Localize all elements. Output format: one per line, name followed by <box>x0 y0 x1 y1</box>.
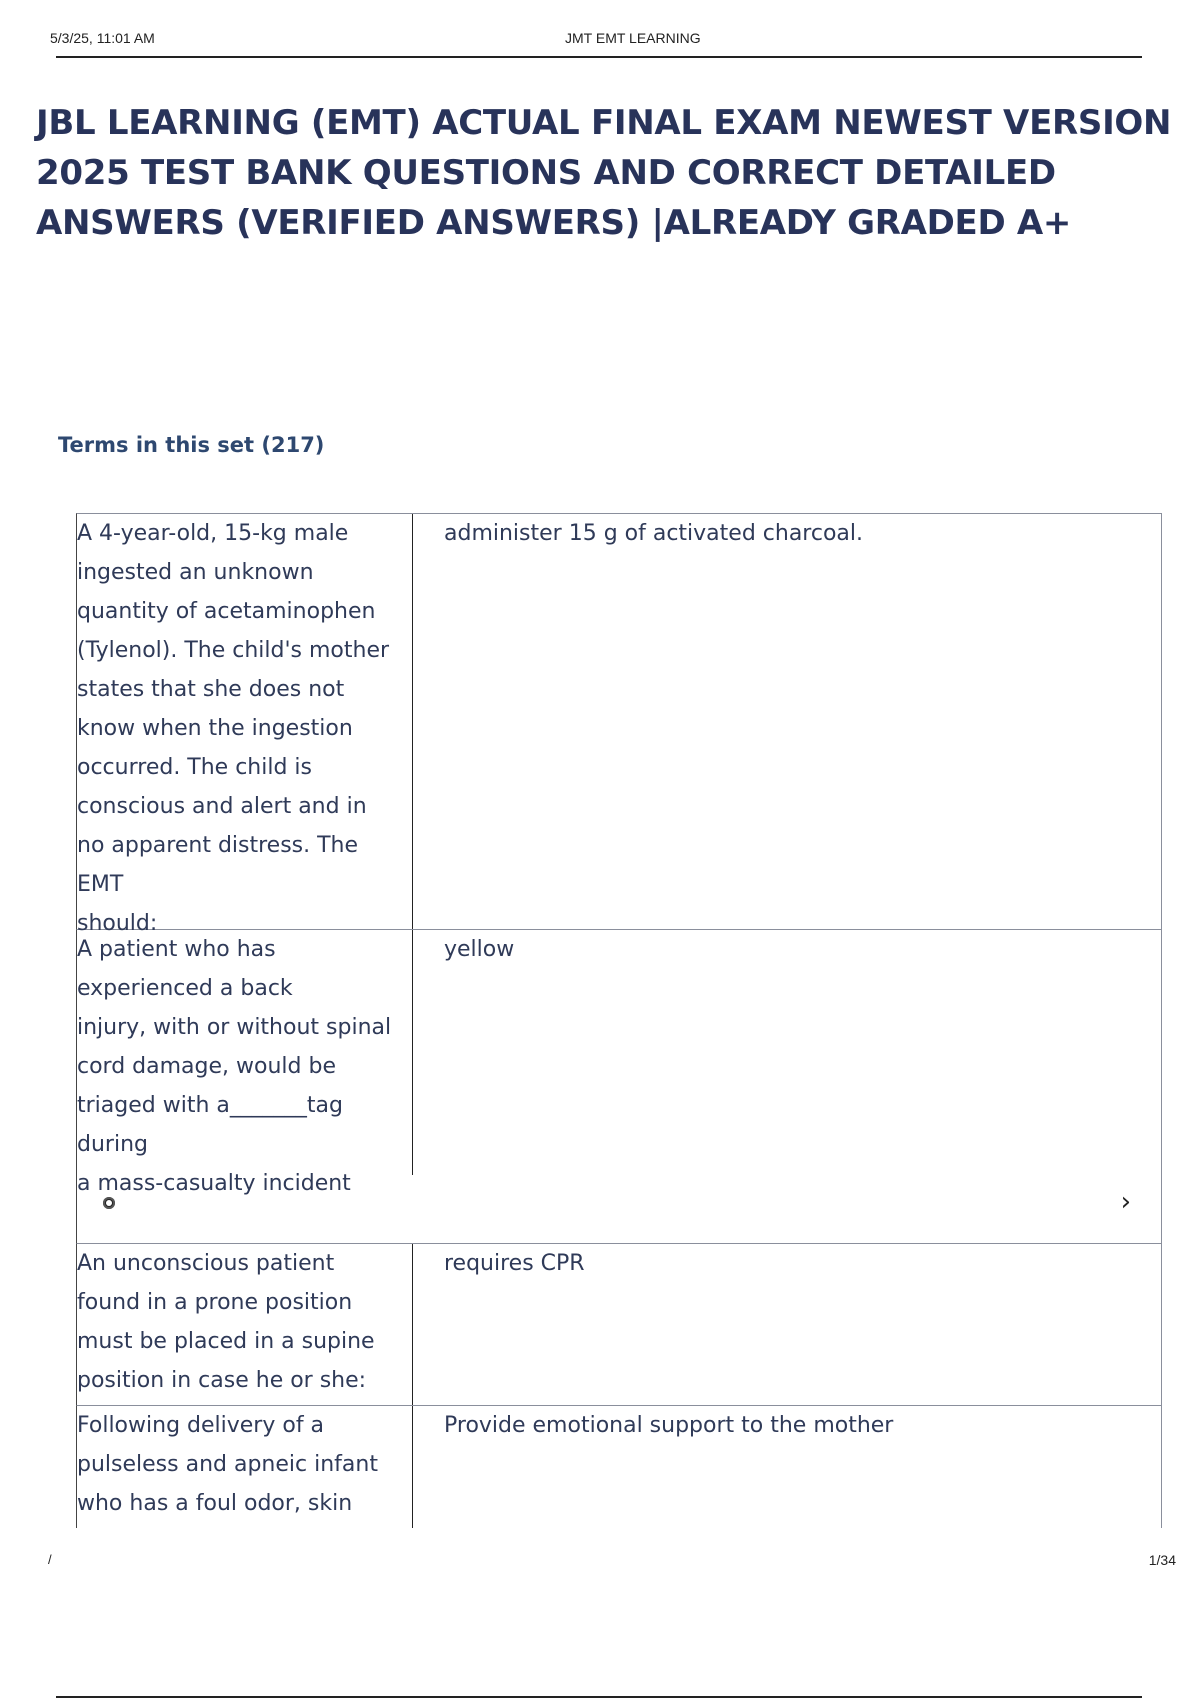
flashcard-term: A 4-year-old, 15-kg male ingested an unknown quantity of acetaminophen (Tylenol). The child's mother states that she does not know when the ingestion occurred. The child is conscious and alert and in no apparent distress. The EMT should: <box>77 514 413 929</box>
flashcard-definition: Provide emotional support to the mother <box>444 1413 894 1438</box>
page-number: 1/34 <box>1148 1552 1176 1568</box>
flashcard-term: An unconscious patient found in a prone position must be placed in a supine position in case he or she: <box>77 1244 413 1405</box>
flashcard-term: Following delivery of a pulseless and apneic infant who has a foul odor, skin <box>77 1406 413 1528</box>
terms-set-count: Terms in this set (217) <box>58 433 325 457</box>
flashcard-row <box>76 1406 1162 1528</box>
flashcard-row <box>76 1244 1162 1406</box>
chevron-right-icon[interactable]: › <box>1120 1187 1131 1217</box>
flashcard-definition: requires CPR <box>444 1251 585 1276</box>
flashcard-row <box>76 930 1162 1244</box>
flashcard-definition: yellow <box>444 937 515 962</box>
header-datetime: 5/3/25, 11:01 AM <box>50 30 155 46</box>
flashcard-row <box>76 513 1162 936</box>
header-divider <box>56 56 1142 58</box>
footer-url: / <box>48 1552 52 1567</box>
document-title: JBL LEARNING (EMT) ACTUAL FINAL EXAM NEWEST VERSION 2025 TEST BANK QUESTIONS AND CORRECT DETAILED ANSWERS (VERIFIED ANSWERS) |ALREADY GRADED A+ <box>36 103 1172 243</box>
flashcard-term: A patient who has experienced a back injury, with or without spinal cord damage, would be triaged with a_______tag during a mass-casualty incident <box>77 930 413 1175</box>
card-toolbar <box>77 1175 1161 1243</box>
header-site-name: JMT EMT LEARNING <box>565 30 701 46</box>
flashcard-definition: administer 15 g of activated charcoal. <box>444 521 864 546</box>
settings-icon[interactable] <box>103 1197 115 1209</box>
footer-divider <box>56 1696 1142 1698</box>
